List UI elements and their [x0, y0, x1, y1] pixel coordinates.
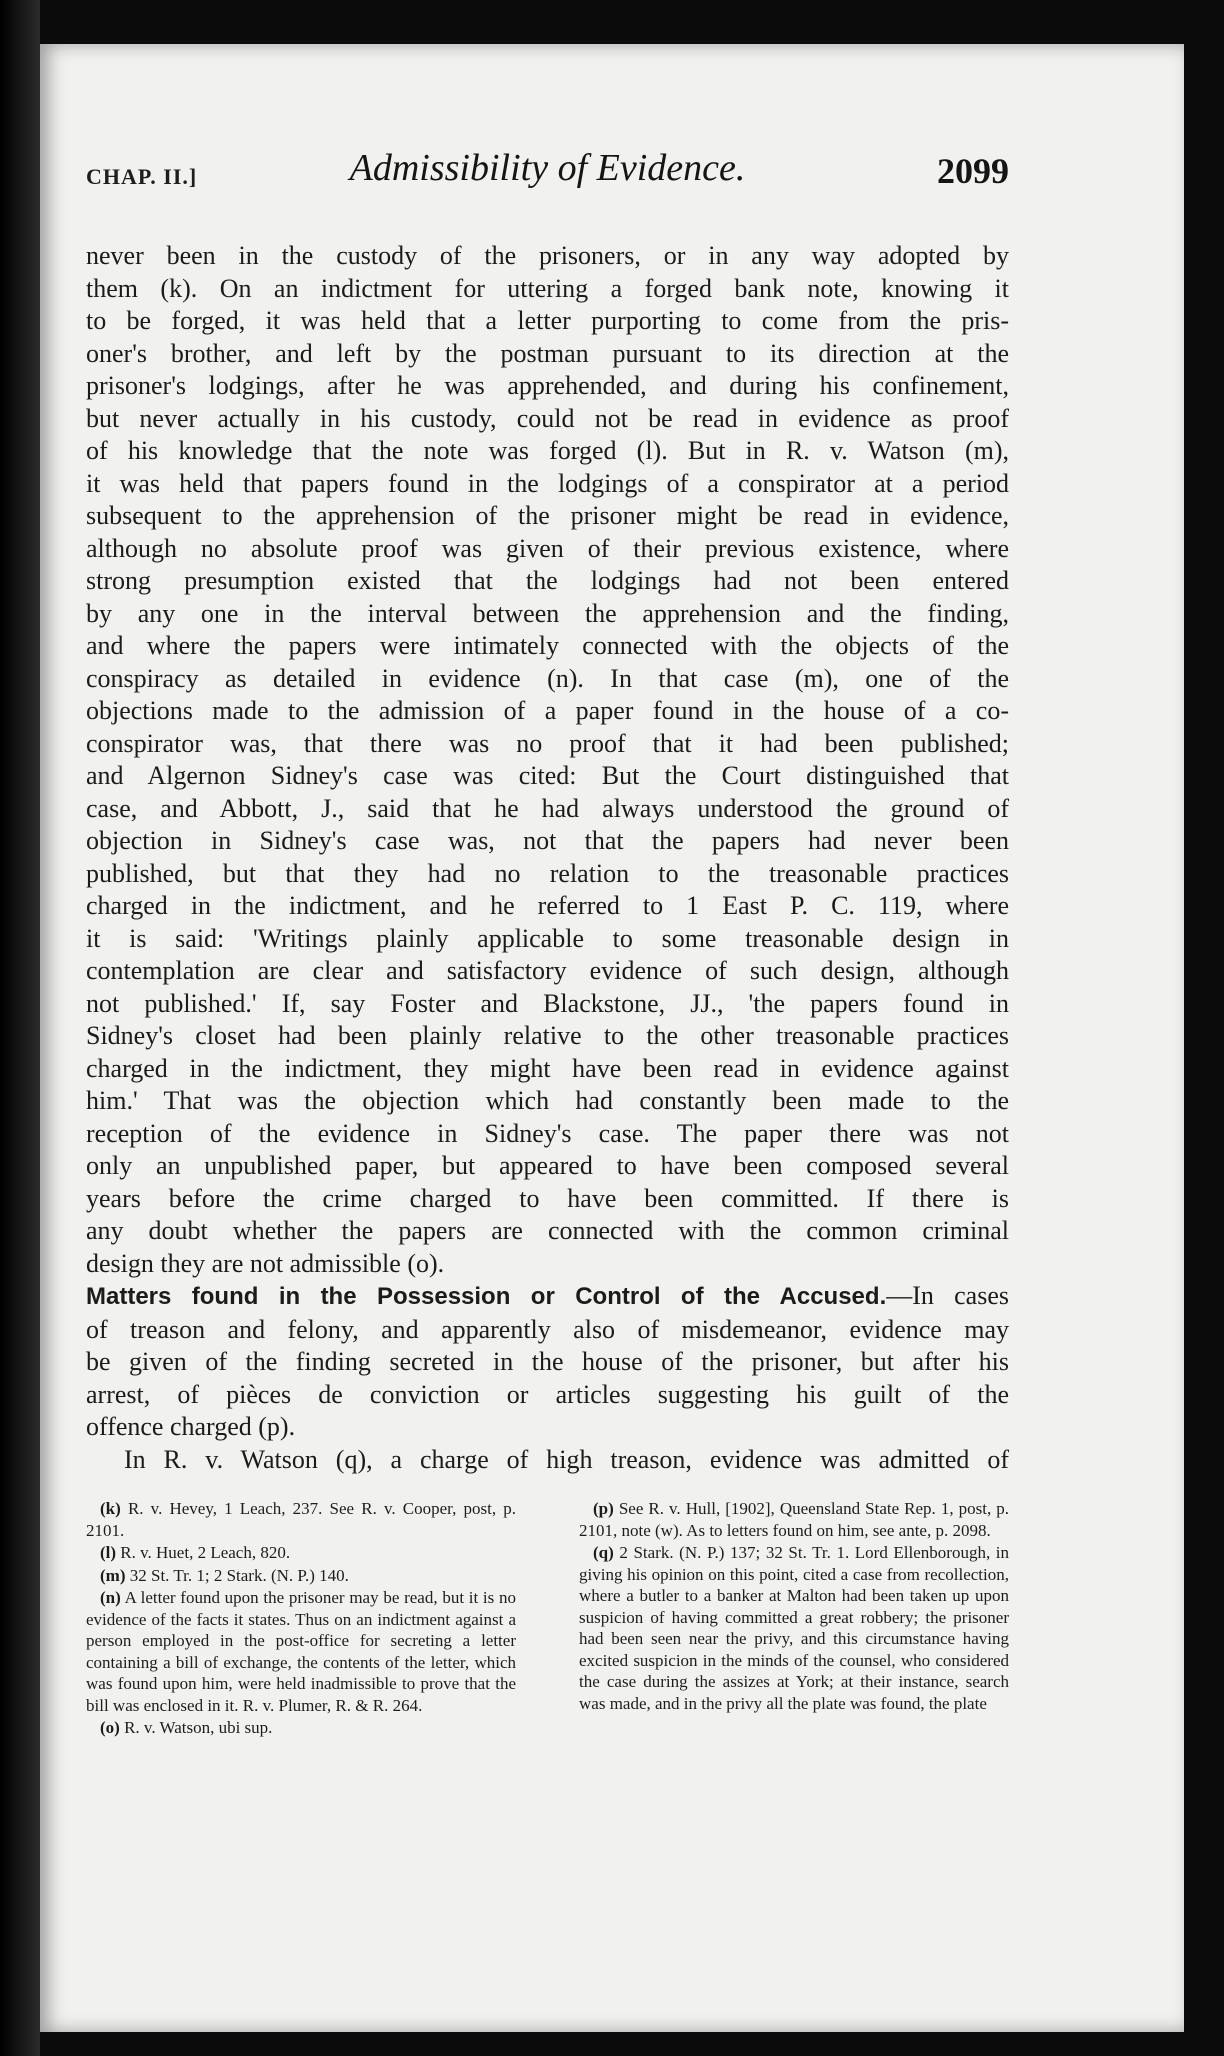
text-line: and Algernon Sidney's case was cited: But the Court distinguished that	[86, 761, 1009, 790]
footnote-marker: (p)	[593, 1499, 614, 1518]
text-line: conspirator was, that there was no proof that it had been published;	[86, 728, 1009, 758]
footnote-text: R. v. Hevey, 1 Leach, 237. See R. v. Cooper, post, p. 2101.	[86, 1499, 517, 1540]
footnote	[86, 1717, 516, 1739]
paragraph-3-line: In R. v. Watson (q), a charge of high treason, evidence was admitted of	[124, 1444, 1009, 1474]
footnote-text: 2 Stark. (N. P.) 137; 32 St. Tr. 1. Lord Ellenborough, in giving his opinion on this point, cited a case from recollection, where a butler to a banker at Malton had been taken up upon suspicion of having committed a great robbery; the prisoner had been seen near the privy, and this circumstance having excited suspicion in the minds of the counsel, who considered the case during the assizes at York; at their instance, search was made, and in the privy all the plate was found, the plate	[579, 1543, 1010, 1713]
section-heading: Matters found in the Possession or Control of the Accused.	[86, 1283, 887, 1310]
text-line: objection in Sidney's case was, not that the papers had never been	[86, 826, 1009, 855]
footnote-text: A letter found upon the prisoner may be read, but it is no evidence of the facts it states. Thus on an indictment against a person employed in the post-office for secreting a letter containing a bill of exchange, the contents of the letter, which was found upon him, were held inadmissible to prove that the bill was enclosed in it. R. v. Plumer, R. & R. 264.	[86, 1588, 516, 1715]
running-header	[86, 146, 1009, 206]
footnotes-right-column	[579, 1498, 1009, 1715]
footnote	[86, 1565, 516, 1587]
text-line: it is said: 'Writings plainly applicable to some treasonable design in	[86, 923, 1009, 953]
footnote-text: R. v. Watson, ubi sup.	[124, 1718, 273, 1737]
text-line: case, and Abbott, J., said that he had always understood the ground of	[86, 793, 1009, 823]
text-line: by any one in the interval between the apprehension and the finding,	[86, 598, 1009, 628]
footnote-text: R. v. Huet, 2 Leach, 820.	[120, 1543, 291, 1562]
footnote-text: 32 St. Tr. 1; 2 Stark. (N. P.) 140.	[129, 1565, 349, 1585]
footnote-marker: (l)	[100, 1543, 117, 1562]
text-line: it was held that papers found in the lodgings of a conspirator at a period	[86, 468, 1009, 498]
footnotes	[86, 1498, 1009, 1858]
footnote-marker: (m)	[100, 1565, 126, 1585]
text-line: and where the papers were intimately connected with the objects of the	[86, 631, 1009, 660]
text-line: not published.' If, say Foster and Blackstone, JJ., 'the papers found in	[86, 988, 1009, 1018]
text-line: never been in the custody of the prisoners, or in any way adopted by	[86, 241, 1009, 270]
text-line: prisoner's lodgings, after he was apprehended, and during his confinement,	[86, 371, 1009, 400]
running-title: Admissibility of Evidence.	[349, 147, 746, 189]
text-line: arrest, of pièces de conviction or articles suggesting his guilt of the	[86, 1379, 1009, 1409]
footnote-marker: (k)	[100, 1499, 121, 1518]
paragraph-matters-found	[86, 1280, 1009, 1444]
text-line: although no absolute proof was given of their previous existence, where	[86, 533, 1009, 563]
text-line: charged in the indictment, they might have been read in evidence against	[86, 1053, 1009, 1083]
text-line: subsequent to the apprehension of the prisoner might be read in evidence,	[86, 501, 1009, 530]
paragraph-3	[86, 1444, 1009, 1477]
footnote-marker: (n)	[100, 1588, 121, 1607]
paragraph-2-first-line	[86, 1280, 1009, 1314]
text-line: Sidney's closet had been plainly relative to the other treasonable practices	[86, 1021, 1009, 1050]
heading-continuation: —In cases	[886, 1281, 1009, 1310]
text-line: but never actually in his custody, could not be read in evidence as proof	[86, 403, 1009, 433]
text-line: years before the crime charged to have been committed. If there is	[86, 1183, 1009, 1213]
footnote	[86, 1542, 516, 1564]
text-line: of treason and felony, and apparently also of misdemeanor, evidence may	[86, 1314, 1009, 1344]
footnote	[86, 1587, 516, 1716]
chapter-label: CHAP. II.]	[86, 164, 198, 189]
text-line: objections made to the admission of a paper found in the house of a co-	[86, 696, 1009, 725]
footnote	[86, 1498, 516, 1541]
footnote-text: See R. v. Hull, [1902], Queensland State Rep. 1, post, p. 2101, note (w). As to letters found on him, see ante, p. 2098.	[579, 1499, 1010, 1540]
text-line: oner's brother, and left by the postman pursuant to its direction at the	[86, 338, 1009, 368]
text-line: conspiracy as detailed in evidence (n). In that case (m), one of the	[86, 663, 1009, 693]
text-line: of his knowledge that the note was forged (l). But in R. v. Watson (m),	[86, 436, 1009, 465]
footnote	[579, 1542, 1009, 1714]
text-line: any doubt whether the papers are connected with the common criminal	[86, 1216, 1009, 1245]
body-text	[86, 240, 1009, 1476]
text-line: only an unpublished paper, but appeared to have been composed several	[86, 1151, 1009, 1180]
text-line: contemplation are clear and satisfactory evidence of such design, although	[86, 956, 1009, 985]
text-line: him.' That was the objection which had constantly been made to the	[86, 1086, 1009, 1115]
text-line: strong presumption existed that the lodgings had not been entered	[86, 566, 1009, 595]
text-line: to be forged, it was held that a letter purporting to come from the pris-	[86, 306, 1009, 335]
text-line: them (k). On an indictment for uttering a forged bank note, knowing it	[86, 273, 1009, 303]
footnote-marker: (o)	[100, 1718, 120, 1737]
text-line: design they are not admissible (o).	[86, 1248, 445, 1278]
footnote	[579, 1498, 1009, 1541]
scan-left-edge	[0, 0, 40, 2056]
text-line: reception of the evidence in Sidney's case. The paper there was not	[86, 1118, 1009, 1148]
text-line: offence charged (p).	[86, 1412, 296, 1441]
footnote-marker: (q)	[593, 1543, 614, 1562]
text-line: charged in the indictment, and he referred to 1 East P. C. 119, where	[86, 891, 1009, 920]
text-line: published, but that they had no relation to the treasonable practices	[86, 858, 1009, 888]
page-number: 2099	[937, 151, 1009, 191]
footnotes-left-column	[86, 1498, 516, 1740]
paragraph-1	[86, 240, 1009, 1280]
text-line: be given of the finding secreted in the house of the prisoner, but after his	[86, 1347, 1009, 1376]
